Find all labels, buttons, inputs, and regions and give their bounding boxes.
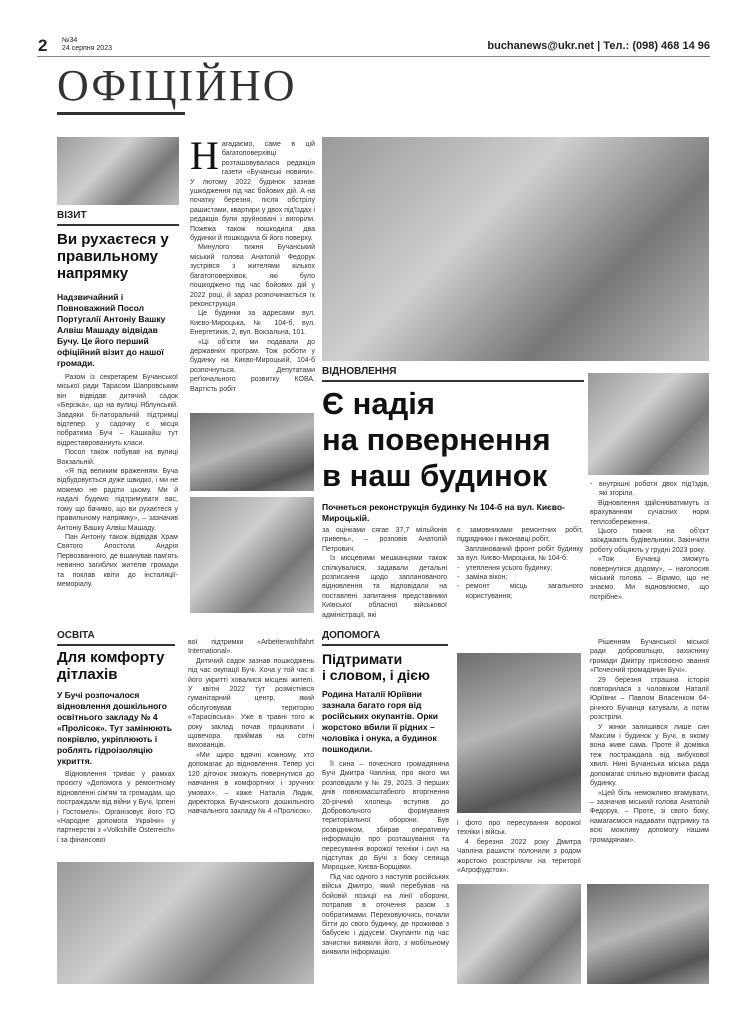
visit-paragraph: Разом із секретарем Бучанської міської ради Тарасом Шапровським він відвідав дитячий садок «Берізка», що на вулиці Яблунській. Завдяки бі-латоральній підтримці відтепер у садочку є місця побратима Бучі – Кашкайш тут відреставрованиуть класи. — [57, 374, 178, 447]
help-rubric: ДОПОМОГА — [322, 630, 381, 641]
recovery-works-list — [457, 564, 583, 602]
education-col1 — [57, 770, 175, 845]
header-rule — [37, 56, 710, 57]
dropcap: Н — [190, 133, 219, 178]
building-photo-bottom — [190, 497, 314, 613]
help-paragraph: У жінки залишився лише син Максим і будинок у Бучі, в якому вона живе сама. Проте й домівка теж постраждала від вибухової хвилі. Нині Бучанська міська рада допомагає спільно відновити фасад будинку. — [590, 723, 709, 788]
education-rubric-bar — [57, 644, 175, 646]
help-headline — [322, 652, 452, 683]
recovery-headline-line: Є надія — [322, 386, 436, 421]
education-rubric: ОСВІТА — [57, 630, 95, 641]
list-item: - внутрішні роботи двох під'їздів, які згоріли. — [590, 480, 709, 499]
list-item: - ремонт місць загального користування; — [457, 582, 583, 601]
issue-date: 24 серпня 2023 — [62, 45, 112, 52]
building-paragraph: агадаємо, саме в цій багатоповерхівці розташовувалася редакція газети «Бучанські новини». У лютому 2022 будинок зазнав ушкодження під час бойових дій. А на початку березня, після обстрілу рашистами, квартири у двох під'їздах і редакція були зруйновані і вигоріли. Пожежа також пошкодила два будинки й пошкодила бі його поверху. — [190, 141, 315, 243]
help-col3 — [590, 638, 709, 845]
visit-body — [57, 373, 178, 589]
recovery-rubric: ВІДНОВЛЕННЯ — [322, 366, 397, 377]
education-col2 — [188, 638, 314, 817]
list-item: - утеплення усього будинку; — [457, 564, 583, 573]
section-title-rule — [57, 112, 185, 115]
help-col2 — [457, 819, 581, 875]
education-paragraph: Відновлення триває у рамках проєкту «Допомога у ремонтному відновленні сім'ям та громадам, що постраждали від війни у Бучі, Ірпені і Гостомелі». Організовує його ГО «Народне допомога України» у партнерстві з «Volkshilfe Österreich» і за фінансової — [57, 771, 175, 844]
visit-rubric-bar — [57, 224, 179, 226]
education-paragraph: Дитячий садок зазнав пошкоджень під час окупації Бучі. Хоча у той час в його укритті ховалися місцеві жителі. У квітні 2022 тут розмістився гуманітарний центр, який обслуговував територію «Тарасівська». Уже в травні того ж року заклад почав працювати і щовечора приймав на сотні вихованців. — [188, 657, 314, 750]
visit-paragraph: Пан Антоніу також відвідав Храм Святого Апостола Андрія Первозванного, де вшанував пам'ять невинно загиблих жителів громади та поклав квіти до інсталяції-меморіалу. — [57, 533, 179, 588]
recovery-paragraph: є замовниками ремонтних робіт, підрядники і виконавці робіт. — [457, 527, 583, 544]
meeting-photo — [322, 137, 709, 361]
education-paragraph: вої підтримки «Arbeiterwohlfahrt International». — [188, 639, 314, 656]
building-column — [190, 133, 315, 394]
visit-photo — [57, 137, 179, 205]
help-paragraph: Рішенням Бучанської міської ради добровольцю, захиснику громади Дмитру присвоєно звання «Почесний громадянин Бучі». — [590, 639, 709, 675]
list-item: - заміна вікон; — [457, 573, 583, 582]
recovery-headline — [322, 386, 584, 494]
recovery-photo — [588, 373, 709, 475]
recovery-col2 — [457, 526, 583, 601]
help-col1 — [322, 760, 449, 958]
visit-paragraph: «Я під великим враженням. Буча відбудовується дуже швидко, і ми не можемо не радіти цьому. Ми й надалі будемо підтримувати вас, тому що бачимо, що ви рухаєтеся у правильному напрямку», – зазначив Антоніу Вашку Алвіш Машаду. — [57, 468, 178, 532]
help-headline-line: і словом, і дією — [322, 666, 430, 683]
education-paragraph: «Ми щиро вдячні кожному, хто допомагає до відновлення. Тепер усі 120 діточок зможуть повернутися до навчання в комфортних і зручних умовах», – каже Наталія Лядик, директорка Бучанського дошкільного навчального закладу № 4 «Пролісок». — [188, 751, 314, 816]
building-paragraph: «Ці об'єкти ми подавали до державних програм. Тож роботи у будинку на Києво-Мироцькій, 104-б розпочнуться. Депутатами реґіонального розвитку КОВА. Вартість робіт — [190, 338, 315, 393]
building-paragraph: Це будинки за адресами вул. Києво-Мироцька, № 104-б, вул. Енергетиків, 2, вул. Вокзальна, 101. — [190, 310, 315, 337]
recovery-col3 — [590, 480, 709, 602]
help-paragraph: Під час одного з наступів російських військ Дмитро, який перебував на бойовій позиції на лінії оборони, потрапив в оточення разом з побратимами. Переховуючись, почали бігти до свого будинку, де проживав з бабусею і дідусем. Окупанти під час зачистки виявили його, з мобільному виявили інформацію — [322, 873, 449, 957]
help-rubric-bar — [322, 644, 448, 646]
contact-info[interactable]: buchanews@ukr.net | Тел.: (098) 468 14 96 — [487, 40, 710, 52]
recovery-paragraph: Цього тижня на об'єкт заїжджають будівельники. Закінчити роботу обіцяють у грудні 2023 року. — [590, 528, 709, 554]
recovery-lead: Почнеться реконструкція будинку № 104-б на вул. Києво-Мироцькій. — [322, 502, 565, 523]
recovery-rubric-bar — [322, 380, 584, 382]
visit-lead: Надзвичайний і Повноважний Посол Португалії Антоніу Вашку Алвіш Машаду відвідав Бучу. Це його перший офіційний візит до нашої громади. — [57, 292, 166, 368]
recovery-paragraph: за оцінками сягає 37,7 мільйонів гривень», – розповів Анатолій Петрович. — [322, 527, 447, 553]
education-lead: У Бучі розпочалося відновлення дошкільного освітнього закладу № 4 «Пролісок». Тут замінюють покрівлю, укріплюють і роблять гідроізоляцію укриття. — [57, 690, 172, 766]
recovery-works-list-cont — [590, 480, 709, 499]
recovery-headline-line: на повернення — [322, 422, 551, 457]
help-paragraph: «Цей біль неможливо вгамувати, – зазначив міський голова Анатолій Федорук. – Проте, зі свого боку, намагаємося надавати підтримку та всю можливу допомогу нашим громадянам». — [590, 789, 709, 844]
damaged-house-photo-2 — [587, 884, 709, 984]
recovery-paragraph: Із місцевими мешканцями також спілкувалися, задавали детальні розписання щодо запланованого відновлення та відповідали на поставлені запитання представники Київської обласної військової адміністрації, які — [322, 555, 447, 619]
help-photo-caption: і фото про пересування ворожої техніки і військ. — [457, 820, 581, 837]
building-paragraph: Минулого тижня Бучанський міський голова Анатолій Федорук зустрівся з жителями кількох багатоповерхівок, які було пошкоджено під час бойових дій у 2022 році, й зараз розпочинається їх реконструкція. — [190, 244, 315, 308]
help-paragraph: 29 березня страшна історія повторилася з чоловіком Наталії Юріївни – Павлом Власенком 64-річного Бучанця катували, а потім розстріли. — [590, 676, 709, 722]
education-headline — [57, 650, 177, 684]
mother-photo — [457, 653, 581, 813]
recovery-headline-line: в наш будинок — [322, 458, 548, 493]
page-number: 2 — [38, 36, 48, 55]
section-title: ОФІЦІЙНО — [57, 61, 297, 110]
recovery-paragraph: «Тож Бучанці зможуть повернутися додому», – наголосив міський голова. – Віримо, що не знаємо. Ми відновлюємо, що потрібне». — [590, 556, 709, 601]
help-paragraph: Її сина – почесного громадянина Бучі Дмитра Чапліна, про якого ми розповідали у № 29, 2023. З перших днів повномасштабного вторгнення 20-річний хлопець вступив до Добровольчого формування територіальної оборони. Був розвідником, збирав оперативну інформацію про розташування та пересування ворожої техніки і сил на підступах до Бучі з боку селища Мироцьке, Києва-Борщівки. — [322, 761, 449, 872]
building-photo-top — [190, 413, 314, 491]
recovery-paragraph: Відновлення здійснюватимуть із врахуванням сучасних норм теплозбереження. — [590, 499, 709, 526]
help-headline-line: Підтримати — [322, 651, 403, 667]
recovery-col1 — [322, 526, 447, 620]
education-headline-line: дітлахів — [57, 665, 118, 683]
issue-info — [62, 37, 112, 53]
visit-rubric: ВІЗИТ — [57, 210, 87, 221]
help-lead: Родина Наталії Юріївни зазнала багато горя від російських окупантів. Орки жорстоко вбили її рідних – чоловіка і онука, а будинок пошкодили. — [322, 689, 439, 754]
recovery-paragraph: Запланований фронт робіт будинку за вул. Києво-Мироцька, № 104-б: — [457, 545, 583, 563]
education-headline-line: Для комфорту — [57, 649, 165, 666]
kindergarten-photo — [57, 862, 314, 984]
visit-headline: Ви рухаєтеся у правильному напрямку — [57, 231, 169, 282]
issue-number: №34 — [62, 37, 78, 44]
damaged-house-photo-1 — [457, 884, 581, 984]
visit-paragraph: Посол також побував на вулиці Вокзальній. — [57, 449, 178, 466]
help-paragraph: 4 березня 2022 року Дмитра Чапліна рашисти полонили з родом жорстоко розстріляли на території «Агрофудсток». — [457, 838, 581, 875]
